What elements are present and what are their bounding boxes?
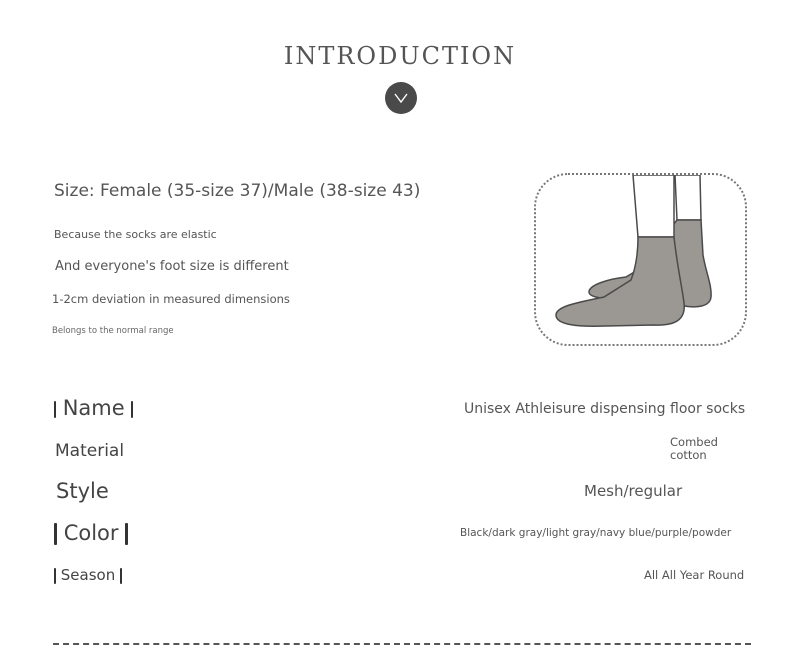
bracket-decoration: [131, 401, 133, 418]
dashed-divider: [53, 643, 751, 645]
chevron-down-icon[interactable]: [385, 82, 417, 114]
spec-label-text: Name: [62, 396, 125, 420]
spec-value-color: Black/dark gray/light gray/navy blue/purple/powder: [460, 527, 732, 539]
spec-value-name: Unisex Athleisure dispensing floor socks: [464, 401, 746, 417]
spec-value-season: All All Year Round: [644, 568, 745, 582]
section-title: INTRODUCTION: [283, 42, 517, 70]
size-note: Because the socks are elastic: [54, 228, 217, 241]
spec-value-style: Mesh/regular: [584, 482, 683, 500]
spec-label-color: [54, 521, 128, 545]
size-note: 1-2cm deviation in measured dimensions: [52, 292, 290, 306]
bracket-decoration: [125, 523, 128, 545]
size-headline: Size: Female (35-size 37)/Male (38-size 43): [54, 181, 421, 201]
spec-label-text: Season: [60, 566, 116, 584]
size-note: And everyone's foot size is different: [55, 259, 289, 274]
sock-illustration: [534, 173, 747, 346]
size-note: Belongs to the normal range: [52, 326, 174, 336]
bracket-decoration: [54, 568, 56, 584]
bracket-decoration: [54, 523, 57, 545]
bracket-decoration: [54, 401, 56, 418]
spec-value-material: Combed cotton: [670, 435, 718, 462]
spec-label-season: [54, 566, 122, 584]
bracket-decoration: [120, 568, 122, 584]
spec-label-style: Style: [56, 479, 109, 503]
spec-label-material: Material: [55, 441, 125, 461]
spec-label-name: [54, 396, 133, 420]
spec-label-text: Color: [63, 521, 119, 545]
